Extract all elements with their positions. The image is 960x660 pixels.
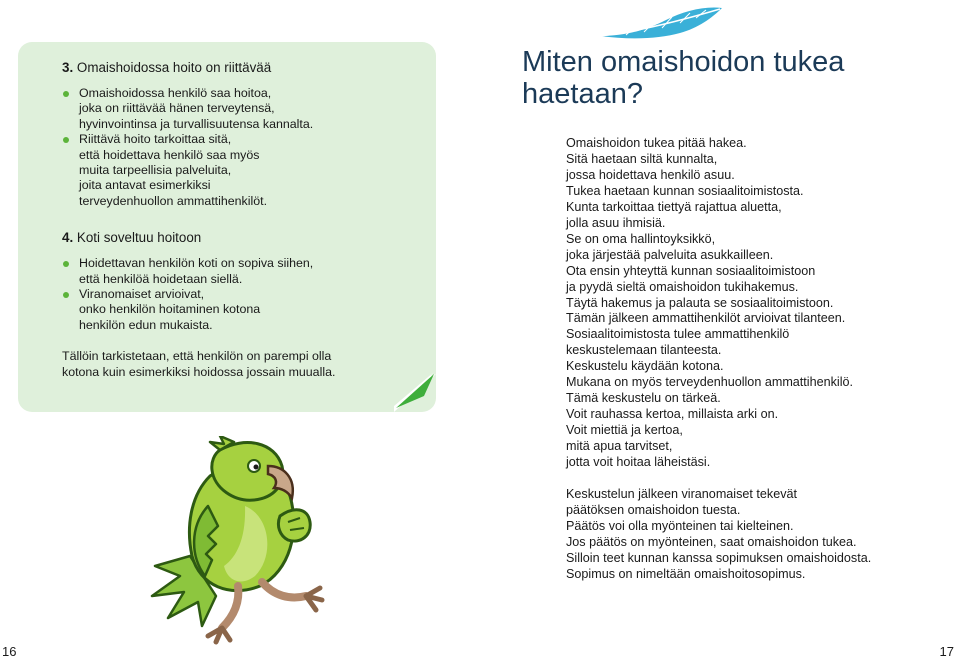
text-line: Se on oma hallintoyksikkö, (566, 231, 716, 246)
bullet-line: hyvinvointinsa ja turvallisuutensa kannalta. (79, 116, 314, 131)
section-3-bullets (62, 86, 392, 209)
text-line: Tukea haetaan kunnan sosiaalitoimistosta. (566, 183, 804, 198)
paragraph-1 (566, 136, 946, 471)
text-line: Kunta tarkoittaa tiettyä rajattua aluetta, (566, 199, 782, 214)
text-line: Voit rauhassa kertoa, millaista arki on. (566, 407, 779, 422)
closing-line: Tällöin tarkistetaan, että henkilön on parempi olla (62, 349, 332, 364)
text-line: ja pyydä sieltä omaishoidon tukihakemus. (566, 279, 799, 294)
bullet-line: että hoidettava henkilö saa myös (79, 147, 260, 162)
bullet-line: joka on riittävää hänen terveytensä, (79, 101, 275, 116)
text-line: jolla asuu ihmisiä. (566, 215, 666, 230)
bullet-line: terveydenhuollon ammattihenkilöt. (79, 193, 268, 208)
text-line: Päätös voi olla myönteinen tai kielteinen. (566, 518, 794, 533)
bullet-line: Riittävä hoito tarkoittaa sitä, (79, 132, 232, 147)
section-3-title: Omaishoidossa hoito on riittävää (76, 60, 272, 75)
text-line: Mukana on myös terveydenhuollon ammattihenkilö. (566, 375, 854, 390)
note-corner-fold-icon (390, 372, 436, 412)
text-line: Tämä keskustelu on tärkeä. (566, 391, 721, 406)
text-line: Sitä haetaan siltä kunnalta, (566, 151, 718, 166)
text-line: Silloin teet kunnan kanssa sopimuksen omaishoidosta. (566, 550, 872, 565)
bullet-item (62, 256, 392, 287)
section-4-heading (62, 230, 392, 246)
blue-feather-icon (596, 2, 726, 42)
section-4-title: Koti soveltuu hoitoon (76, 230, 202, 246)
text-line: Sosiaalitoimistosta tulee ammattihenkilö (566, 327, 790, 342)
title-line: haetaan? (522, 78, 643, 110)
right-page-text (566, 136, 946, 583)
section-4-number: 4. (62, 230, 74, 246)
green-parrot-illustration (150, 436, 340, 646)
text-line: Ota ensin yhteyttä kunnan sosiaalitoimistoon (566, 263, 816, 278)
text-line: Keskustelun jälkeen viranomaiset tekevät (566, 487, 798, 502)
bullet-line: joita antavat esimerkiksi (79, 178, 211, 193)
bullet-line: onko henkilön hoitaminen kotona (79, 302, 261, 317)
text-line: Täytä hakemus ja palauta se sosiaalitoimistoon. (566, 295, 834, 310)
closing-paragraph (62, 349, 392, 380)
section-4-bullets (62, 256, 392, 333)
text-line: keskustelemaan tilanteesta. (566, 343, 722, 358)
section-3-heading (62, 60, 392, 76)
page-number-left: 16 (2, 644, 17, 659)
text-line: Jos päätös on myönteinen, saat omaishoidon tukea. (566, 534, 857, 549)
text-line: Omaishoidon tukea pitää hakea. (566, 136, 747, 150)
text-line: joka järjestää palveluita asukkailleen. (566, 247, 774, 262)
text-line: Sopimus on nimeltään omaishoitosopimus. (566, 566, 806, 581)
text-line: päätöksen omaishoidon tuesta. (566, 502, 741, 517)
bullet-item (62, 132, 392, 209)
text-line: jotta voit hoitaa läheistäsi. (566, 455, 711, 470)
bullet-line: muita tarpeellisia palveluita, (79, 163, 232, 178)
bullet-line: Hoidettavan henkilön koti on sopiva siihen, (79, 256, 314, 271)
left-page-text (62, 60, 392, 380)
title-line: Miten omaishoidon tukea (522, 46, 845, 78)
bullet-line: henkilön edun mukaista. (79, 317, 213, 332)
page-number-right: 17 (939, 644, 954, 659)
paragraph-2 (566, 487, 946, 583)
text-line: Tämän jälkeen ammattihenkilöt arvioivat tilanteen. (566, 311, 846, 326)
bullet-line: että henkilöä hoidetaan siellä. (79, 271, 243, 286)
text-line: mitä apua tarvitset, (566, 439, 673, 454)
section-3-number: 3. (62, 60, 74, 75)
bullet-line: Viranomaiset arvioivat, (79, 287, 205, 302)
text-line: jossa hoidettava henkilö asuu. (566, 167, 735, 182)
bullet-item (62, 86, 392, 132)
text-line: Voit miettiä ja kertoa, (566, 423, 683, 438)
page-title (522, 46, 942, 110)
text-line: Keskustelu käydään kotona. (566, 359, 724, 374)
bullet-line: Omaishoidossa henkilö saa hoitoa, (79, 86, 272, 100)
closing-line: kotona kuin esimerkiksi hoidossa jossain muualla. (62, 364, 336, 379)
bullet-item (62, 287, 392, 333)
